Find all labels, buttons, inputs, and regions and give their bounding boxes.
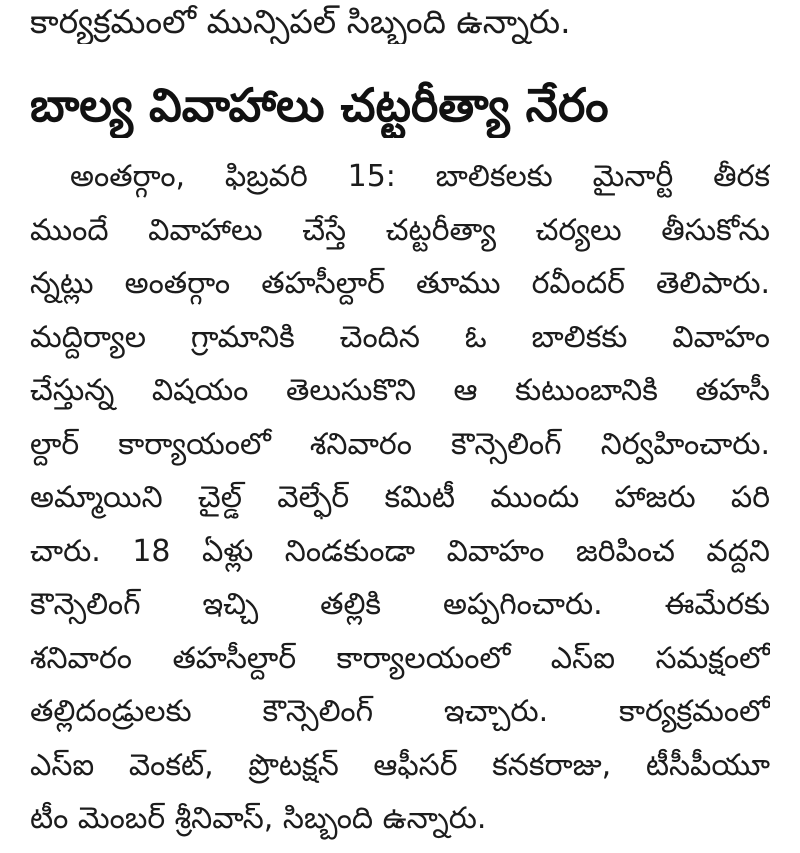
body-line-13: టీం మెంబర్ శ్రీనివాస్, సిబ్బంది ఉన్నారు. — [30, 801, 487, 836]
body-line-2: ముందే వివాహాలు చేస్తే చట్టరీత్యా చర్యలు తీసుకోను — [30, 212, 770, 248]
body-line-9: కౌన్సెలింగ్ ఇచ్చి తల్లికి అప్పగించారు. ఈమేరకు — [30, 587, 770, 622]
article-headline: బాల్య వివాహాలు చట్టరీత్యా నేరం — [30, 78, 609, 132]
article-body — [30, 150, 770, 846]
previous-article-closing-line: కార్యక్రమంలో మున్సిపల్ సిబ్బంది ఉన్నారు. — [30, 2, 571, 41]
body-line-5: చేస్తున్న విషయం తెలుసుకొని ఆ కుటుంబానికి తహసీ — [30, 373, 770, 408]
body-line-10: శనివారం తహసీల్దార్ కార్యాలయంలో ఎస్ఐ సమక్షంలో — [30, 640, 770, 676]
body-line-8: చారు. 18 ఏళ్లు నిండకుండా వివాహం జరిపించ వద్దని — [30, 533, 770, 569]
body-line-7: అమ్మాయిని చైల్డ్ వెల్ఫేర్ కమిటీ ముందు హాజరు పరి — [30, 480, 770, 515]
body-line-12: ఎస్ఐ వెంకట్, ప్రొటక్షన్ ఆఫీసర్ కనకరాజు, టీసీపీయూ — [30, 747, 770, 783]
newspaper-clipping — [30, 0, 780, 853]
body-line-3: న్నట్లు అంతర్గాం తహసీల్దార్ తూము రవీందర్ తెలిపారు. — [30, 266, 770, 301]
body-line-11: తల్లిదండ్రులకు కౌన్సెలింగ్ ఇచ్చారు. కార్యక్రమంలో — [30, 694, 770, 729]
body-line-4: మద్దిర్యాల గ్రామానికి చెందిన ఓ బాలికకు వివాహం — [30, 319, 770, 355]
body-line-1: అంతర్గాం, ఫిబ్రవరి 15: బాలికలకు మైనార్టీ తీరక — [70, 159, 770, 194]
body-line-6: ల్దార్ కార్యాయంలో శనివారం కౌన్సెలింగ్ నిర్వహించారు. — [30, 426, 770, 462]
